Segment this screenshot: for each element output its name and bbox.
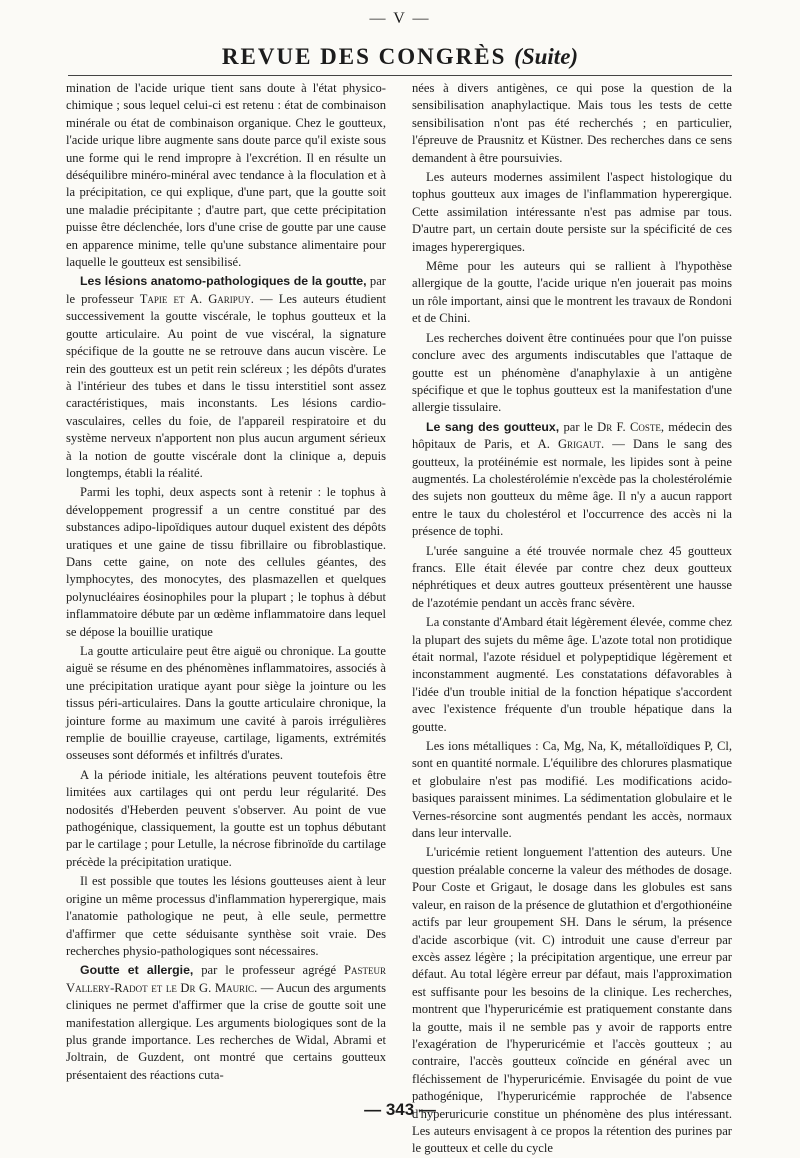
section-sang xyxy=(412,419,732,541)
paragraph: A la période initiale, les altérations peuvent toutefois être limitées aux cartilages qui ont perdu leur régularité. Des nodosités d'Heberden peuvent s'observer. Au point de vue pathogénique, classiquement, la goutte est un tophus débutant par le cartilage ; pour Letulle, la nécrose fibrinoïde du cartilage précède la précipitation uratique. xyxy=(66,767,386,869)
paragraph-text: — Dans le sang des goutteux, la protéinémie est normale, les lipides sont à peine augmentés. La cholestérolémie n'excède pas la cholestérolémie des sujets non goutteux du même âge. Il n'y a aucun rapport entre le taux du cholestérol et l'occurrence des accès ni la présence de tophi. xyxy=(412,437,732,539)
paragraph: Même pour les auteurs qui se rallient à l'hypothèse allergique de la goutte, l'acide urique n'en jouerait pas moins un rôle important, ainsi que le montrent les travaux de Rondoni et de Chini. xyxy=(412,259,732,326)
header-rule xyxy=(68,75,732,76)
byline: par le professeur xyxy=(66,274,387,306)
paragraph: L'urée sanguine a été trouvée normale chez 45 goutteux francs. Elle était élevée par contre chez deux goutteux néphrétiques et deux autres goutteux présentèrent une hausse de l'azotémie pendant un accès franc sévère. xyxy=(412,543,732,610)
paragraph: Les auteurs modernes assimilent l'aspect histologique du tophus goutteux aux images de l'inflammation hyperergique. Cette assimilation intéressante n'est pas admise par tous. D'autre part, un certain doute persiste sur la spécificité de ces images hyperergiques. xyxy=(412,170,732,254)
paragraph: mination de l'acide urique tient sans doute à l'état physico-chimique ; sous lequel celui-ci est retenu : état de combinaison minérale ou état de combinaison organique. Chez le goutteux, l'acide urique libre augmente sans doute parce qu'il existe sous une forme qui le rend impropre à l'excrétion. Il en résulte un déséquilibre minéro-minéral avec tendance à la floculation et à la précipitation, ce qui explique, d'une part, que la goutte soit une maladie précipitante ; d'autre part, que cette précipitation puisse être déclenchée, lors d'une crise de goutte par une cause en apparence minime, telle qu'une substance alimentaire pour laquelle le goutteux est sensibilisé. xyxy=(66,81,386,270)
byline: par le xyxy=(559,419,598,434)
author-name: Pasteur Vallery-Radot et le Dr G. Mauric. xyxy=(66,963,387,995)
section-heading: Le sang des goutteux, xyxy=(426,419,560,434)
byline: par le professeur agrégé xyxy=(193,963,344,978)
paragraph: Parmi les tophi, deux aspects sont à retenir : le tophus à développement progressif a un centre constitué par des substances adipo-lipoïdiques autour duquel existent des dépôts uratiques et une gaine de tissu fibrillaire ou fibroblastique. Dans cette gaine, on note des cellules géantes, des lymphocytes, des monocytes, des plasmazellen et quelques polynucléaires éosinophiles pour la plupart ; le tophus à début inflammatoire débute par un œdème inflammatoire dans lequel se dépose la bouillie uratique xyxy=(66,485,386,639)
page-number: — 343 — xyxy=(364,1100,436,1119)
title-text: REVUE DES CONGRÈS xyxy=(221,44,507,69)
paragraph: Les recherches doivent être continuées pour que l'on puisse conclure avec des arguments indiscutables que l'attaque de goutte est un phénomène d'anaphylaxie à un antigène spécifique et que le tophus goutteux est la manifestation d'une allergie tissulaire. xyxy=(412,330,732,415)
title-suffix: (Suite) xyxy=(514,44,579,69)
page-title xyxy=(0,44,800,70)
left-column xyxy=(66,80,386,1084)
right-column xyxy=(412,80,732,1158)
author-name: Tapie et A. Garipuy. xyxy=(139,291,254,306)
paragraph: nées à divers antigènes, ce qui pose la question de la sensibilisation anaphylactique. Mais tous les tests de cette sensibilisation n'ont pas été recherchés ; en particulier, l'épreuve de Prausnitz et Küstner. Des recherches dans ce sens demandent à être poursuivies. xyxy=(412,81,732,165)
section-lesions xyxy=(66,273,386,482)
paragraph: La goutte articulaire peut être aiguë ou chronique. La goutte aiguë se résume en des phénomènes inflammatoires, associés à une précipitation uratique ayant pour siège la jointure ou les tissus péri-articulaires. Dans la goutte articulaire chronique, la jointure forme au maximum une cavité à parois irrégulières remplie de bouillie crayeuse, cartilage, ligaments, extrémités osseuses sont déformés et infiltrés d'urates. xyxy=(66,644,386,763)
section-heading: Goutte et allergie, xyxy=(80,963,194,978)
paragraph-text: — Les auteurs étudient successivement la goutte viscérale, le tophus goutteux et la goutte articulaire. Au point de vue viscéral, la signature spécifique de la goutte ne se retrouve dans aucun viscère. Le rein des goutteux est un petit rein scléreux ; les dépôts d'urates à l'intérieur des tubes et dans le tissu interstitiel sont assez caractéristiques, mais inconstants. Les lésions cardio-vasculaires, celles du foie, de l'appareil respiratoire et du système nerveux n'apportent non plus aucun argument sérieux à la notion de goutte viscérale dont la clinique a, depuis longtemps, établi la réalité. xyxy=(66,291,386,480)
page-marker: — V — xyxy=(369,10,431,27)
author-name: Dr F. Coste, xyxy=(597,419,664,434)
paragraph: La constante d'Ambard était légèrement élevée, comme chez la plupart des sujets du même âge. L'azote total non protidique était normal, l'azote résiduel et polypeptidique légèrement et inconstamment augmenté. Les constatations défavorables à l'idée d'un trouble initial de la fonction hépatique s'accordent avec l'existence fréquente d'un trouble hépatique dans la goutte. xyxy=(412,615,732,734)
paragraph: Les ions métalliques : Ca, Mg, Na, K, métalloïdiques P, Cl, sont en quantité normale. L'équilibre des chlorures plasmatique et globulaire n'est pas modifié. Les modifications acido-basiques paraissent minimes. La sédimentation globulaire et le Vernes-résorcine sont augmentés pendant les accès, normaux dans leur intervalle. xyxy=(412,739,732,841)
paragraph-text: — Aucun des arguments cliniques ne permet d'affirmer que la crise de goutte soit une manifestation allergique. Les arguments biologiques sont de la plus grande importance. Les recherches de Widal, Abrami et Joltrain, de Guzdent, ont montré que certains goutteux présentaient des réactions cuta- xyxy=(66,980,386,1082)
byline-mid: médecin des hôpitaux de Paris, et xyxy=(412,419,732,452)
section-allergie xyxy=(66,962,386,1084)
paragraph: L'uricémie retient longuement l'attention des auteurs. Une question préalable concerne la valeur des méthodes de dosage. Pour Coste et Grigaut, le dosage dans les globules est sans valeur, en raison de la présence de glutathion et d'ergothionéine actifs par leur groupement SH. Dans le sérum, la présence d'acide ascorbique (vit. C) introduit une cause d'erreur par excès assez légère ; la précipitation argentique, une erreur par défaut. Au total légère erreur par défaut, mais l'approximation est suffisante pour les besoins de la clinique. Les recherches, montrent que l'hyperuricémie est pratiquement constante dans la goutte, mais il ne semble pas y avoir de rapports entre l'exagération de l'hyperuricémie et l'accès goutteux ; au contraire, l'accès goutteux coïncide en général avec un fléchissement de l'hyperuricémie. Envisagée du point de vue pathogénique, l'hyperuricémie rapprochée de l'absence d'hyperuricurie constitue un phénomène des plus intéressant. Les auteurs envisagent à ce propos la rétention des purines par le goutteux et celle du cycle xyxy=(412,845,732,1156)
paragraph: Il est possible que toutes les lésions goutteuses aient à leur origine un même processus d'inflammation hyperergique, mais l'anatomie pathologique ne peut, à elle seule, permettre d'affirmer que cette séduisante synthèse soit vraie. Des recherches physio-pathologiques sont nécessaires. xyxy=(66,874,386,958)
section-heading: Les lésions anatomo-pathologiques de la goutte, xyxy=(80,274,367,289)
author-name: A. Grigaut. xyxy=(537,437,605,452)
